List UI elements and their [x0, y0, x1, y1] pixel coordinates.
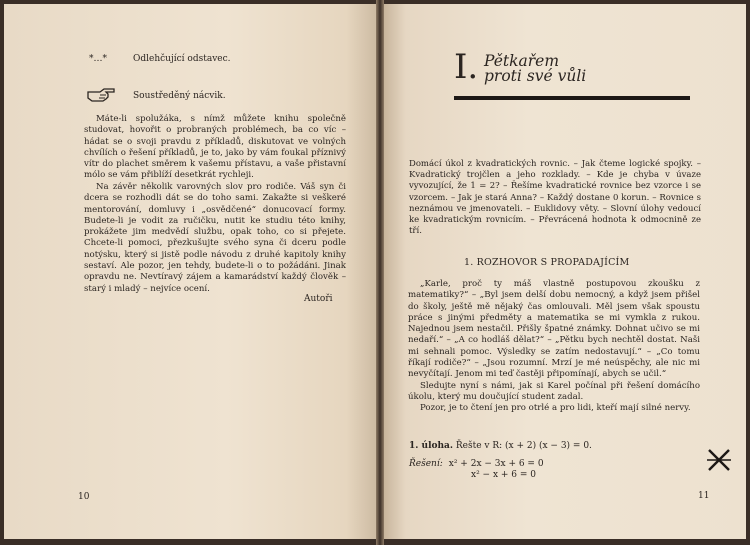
- asterisk-symbol: *…*: [89, 54, 107, 64]
- chapter-title-line2: proti své vůli: [484, 67, 587, 85]
- dialog-paragraph: Sledujte nyní s námi, jak si Karel počínal při řešení domácího úkolu, který mu doučující student zadal.: [408, 380, 700, 402]
- chapter-number: I.: [454, 47, 479, 87]
- chapter-title: [484, 54, 586, 84]
- legend-item-relief: [89, 54, 231, 65]
- page-number-left: 10: [78, 492, 90, 502]
- task-text: Řešte v R: (x + 2) (x − 3) = 0.: [455, 441, 592, 451]
- book-gutter: [376, 0, 384, 545]
- legend-text-relief: Odlehčující odstavec.: [133, 54, 231, 64]
- signature: Autoři: [304, 294, 333, 304]
- section-title: 1. ROZHOVOR S PROPADAJÍCÍM: [464, 257, 630, 268]
- paragraph-study-partner: Máte-li spolužáka, s nímž můžete knihu společně studovat, hovořit o probraných problémech, ba co víc – hádat se o svoji pravdu z příkladů, diskutovat ve volných chvílích o řešení příkladů, je to, jako by vám foukal příznivý vítr do plachet směrem k vašemu přístavu, a vaše přistavní mólo se vám přiblíží desetkrát rychleji.: [84, 114, 346, 181]
- chapter-rule: [454, 96, 690, 100]
- dialog-text: [408, 279, 700, 415]
- solution: [409, 459, 544, 481]
- cross-mark-icon: [706, 447, 732, 473]
- solution-line1: x² + 2x − 3x + 6 = 0: [448, 459, 544, 469]
- chapter-title-line1: Pětkařem: [484, 52, 560, 70]
- task-label: 1. úloha.: [409, 441, 454, 451]
- dialog-paragraph: „Karle, proč ty máš vlastně postupovou zkoušku z matematiky?“ – „Byl jsem delší dobu nemocný, a když jsem přišel do školy, ještě mě nějaký čas omlouvali. Měl jsem však spoustu práce s jinými předměty a matematika se mi vymkla z rukou. Najednou jsem nestačil. Přišly špatné známky. Dohnat učivo se mi nedaří.“ – „A co hodláš dělat?“ – „Pětku bych nechtěl dostat. Naši mi sehnali pomoc. Výsledky se zatím nedostavují.“ – „Co tomu říkají rodiče?“ – „Jsou rozumní. Mrzí je mé neúspěchy, ale nic mi nevyčítají. Jenom mi teď častěji připomínají, abych se učil.“: [408, 279, 700, 380]
- task-1: [409, 441, 592, 451]
- right-page: [384, 4, 746, 539]
- solution-line2: x² − x + 6 = 0: [471, 470, 536, 480]
- left-page: [4, 4, 376, 539]
- page-number-right: 11: [698, 491, 710, 501]
- solution-label: Řešení:: [409, 459, 443, 469]
- legend-text-drill: Soustředěný nácvik.: [133, 91, 226, 101]
- pointing-hand-icon: [86, 86, 116, 104]
- chapter-contents: Domácí úkol z kvadratických rovnic. – Jak čteme logické spojky. – Kvadratický trojčlen a jeho rozklady. – Kde je chyba v úvaze vyvozující, že 1 = 2? – Řešíme kvadratické rovnice bez vzorce i se vzorcem. – Jak je stará Anna? – Každý dostane 0 korun. – Rovnice s neznámou ve jmenovateli. – Euklidovy věty. – Slovní úlohy vedoucí ke kvadratickým rovnicím. – Převrácená hodnota k odmocnině ze tří.: [409, 159, 701, 237]
- dialog-paragraph: Pozor, je to čtení jen pro otrlé a pro lidi, kteří mají silné nervy.: [420, 403, 691, 414]
- paragraph-parents-warning: Na závěr několik varovných slov pro rodiče. Váš syn či dcera se rozhodli dát se do toho sami. Zakažte si veškeré mentorování, domluvy i „osvědčené“ donucovací formy. Budete-li je vodit za ručičku, nutit ke studiu této knihy, prokážete jim medvědí službu, opak toho, co si přejete. Chcete-li pomoci, přezkušujte svého syna či dceru podle notýsku, který si jistě podle návodu z druhé kapitoly knihy sestaví. Ale pozor, jen tehdy, budete-li o to požádáni. Jinak opravdu ne. Nevtíravý zájem a kamarádství každý člověk – starý i mladý – nejvíce ocení.: [84, 182, 346, 294]
